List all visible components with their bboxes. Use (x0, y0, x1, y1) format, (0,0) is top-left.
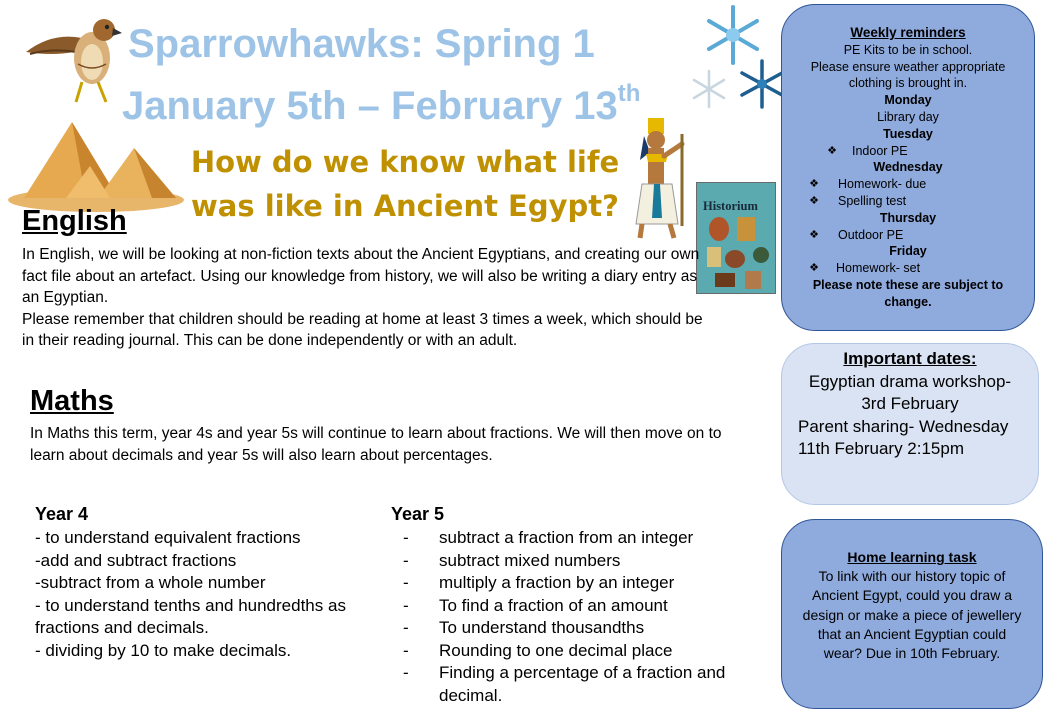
dash-bullet: - (403, 528, 409, 547)
reading-reminder: Please remember that children should be reading at home at least 3 times a week, which should be in their reading journal. This can be done independently or with an adult. (22, 310, 703, 349)
list-item (782, 227, 1034, 244)
dash-bullet: - (403, 640, 409, 660)
list-item-text: Rounding to one decimal place (439, 640, 673, 660)
day-thursday: Thursday (879, 210, 937, 225)
year4-list (35, 527, 395, 662)
list-item (403, 595, 733, 618)
maths-paragraph: In Maths this term, year 4s and year 5s will continue to learn about fractions. We will then move on to learn about decimals and year 5s will also learn about percentages. (30, 425, 722, 464)
day-tuesday: Tuesday (883, 126, 933, 141)
list-item (403, 617, 733, 640)
tuesday-item: Indoor PE (852, 143, 908, 158)
list-item-text: To find a fraction of an amount (439, 595, 668, 615)
dash-bullet: - (403, 595, 409, 615)
list-item: - to understand equivalent fractions (35, 528, 301, 547)
dash-bullet: - (403, 663, 409, 682)
home-learning-box (781, 519, 1043, 709)
english-heading: English (22, 205, 127, 237)
wednesday-item: Spelling test (838, 193, 907, 208)
subject-to-change-note: Please note these are subject to change. (812, 277, 1004, 309)
monday-item: Library day (877, 109, 939, 124)
friday-item: Homework- set (836, 261, 921, 276)
page-title: Sparrowhawks: Spring 1 (128, 22, 595, 66)
day-friday: Friday (889, 244, 927, 259)
date-range (122, 80, 640, 129)
topic-question: How do we know what life was like in Ancient Egypt? (190, 145, 620, 223)
pyramids-image (6, 112, 186, 214)
maths-heading: Maths (30, 385, 114, 417)
list-item-text: subtract mixed numbers (439, 550, 621, 570)
dash-bullet: - (403, 550, 409, 570)
pe-kit-reminder: PE Kits to be in school. (843, 42, 973, 57)
date-range-text: January 5th – February 13 (122, 84, 618, 128)
list-item (403, 527, 733, 550)
dash-bullet: - (403, 618, 409, 637)
list-item (403, 550, 733, 573)
year5-list (403, 527, 733, 707)
parent-sharing-date: Parent sharing- Wednesday 11th February 2:15pm (798, 416, 1009, 458)
diamond-bullet-icon: ❖ (809, 178, 819, 191)
snowflake-icon-blue (738, 58, 786, 110)
sparrowhawk-image (22, 12, 128, 104)
thursday-item: Outdoor PE (838, 227, 904, 242)
egyptian-figure-image (626, 114, 692, 240)
clothing-reminder: Please ensure weather appropriate clothing is brought in. (810, 59, 1006, 91)
list-item: - dividing by 10 to make decimals. (35, 640, 292, 660)
important-dates-box (781, 343, 1039, 505)
list-item-text: multiply a fraction by an integer (439, 573, 675, 592)
diamond-bullet-icon: ❖ (809, 262, 819, 275)
diamond-bullet-icon: ❖ (809, 228, 819, 241)
list-item-text: To understand thousandths (439, 618, 645, 637)
diamond-bullet-icon: ❖ (827, 144, 837, 157)
book-title: Historium (703, 199, 758, 213)
list-item (782, 176, 1034, 193)
date-range-suffix: th (617, 80, 641, 107)
list-item (403, 662, 733, 707)
snowflake-icon-small (688, 68, 730, 110)
weekly-reminders-box (781, 4, 1035, 331)
wednesday-item: Homework- due (838, 177, 927, 192)
year5-heading: Year 5 (391, 504, 445, 524)
year4-heading: Year 4 (35, 504, 89, 524)
list-item-text: Finding a percentage of a fraction and decimal. (439, 663, 726, 705)
important-dates-heading: Important dates: (843, 349, 977, 368)
diamond-bullet-icon: ❖ (809, 194, 819, 207)
list-item (782, 193, 1034, 210)
day-wednesday: Wednesday (873, 160, 943, 175)
list-item (403, 572, 733, 595)
list-item-text: subtract a fraction from an integer (439, 528, 694, 547)
list-item (782, 143, 1034, 160)
list-item (403, 640, 733, 663)
weekly-reminders-heading: Weekly reminders (850, 25, 966, 40)
list-item: -add and subtract fractions (35, 550, 237, 570)
home-learning-heading: Home learning task (847, 549, 977, 565)
home-learning-text: To link with our history topic of Ancient Egypt, could you draw a design or make a piece of jewellery that an Ancient Egyptian could wear? Due in 10th February. (802, 568, 1022, 662)
dash-bullet: - (403, 573, 409, 592)
drama-workshop-date: Egyptian drama workshop- 3rd February (808, 371, 1012, 413)
english-paragraph: In English, we will be looking at non-fiction texts about the Ancient Egyptians, and creating our own fact file about an artefact. Using our knowledge from history, we will also be writing a diary entry as an Egyptian. (22, 246, 700, 306)
day-monday: Monday (884, 93, 932, 108)
list-item: -subtract from a whole number (35, 573, 266, 592)
list-item: - to understand tenths and hundredths as fractions and decimals. (35, 595, 346, 637)
list-item (782, 260, 1034, 277)
english-section (22, 244, 712, 352)
